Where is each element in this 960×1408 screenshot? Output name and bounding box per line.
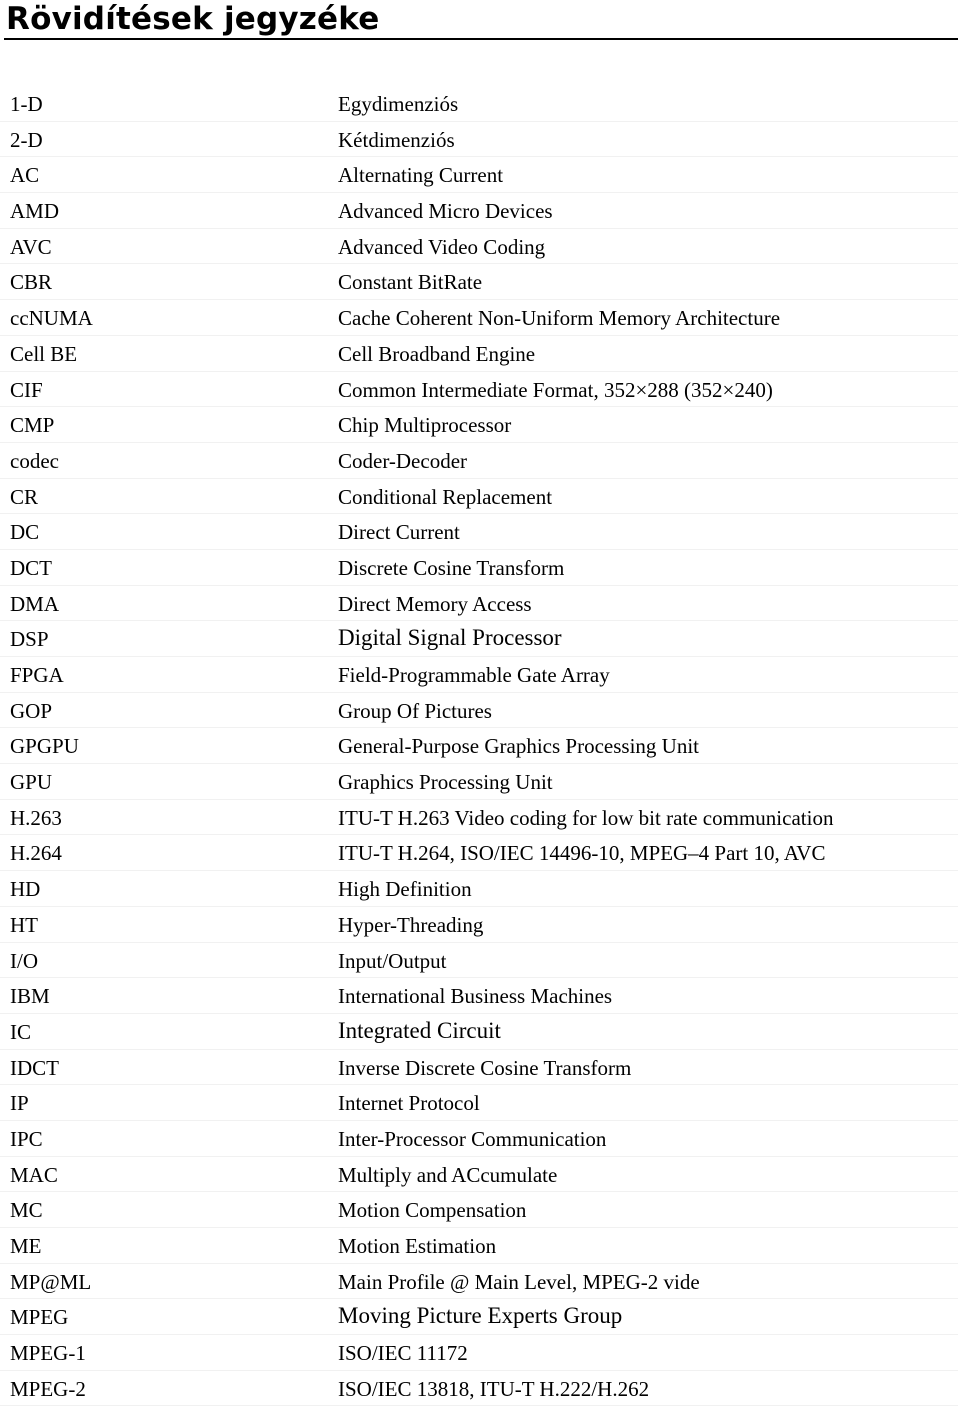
list-item: [0, 157, 958, 193]
list-item: [0, 1157, 958, 1193]
abbreviation: CR: [10, 484, 39, 509]
definition: Inverse Discrete Cosine Transform: [338, 1055, 632, 1080]
abbreviation: codec: [10, 448, 59, 473]
abbreviation: IPC: [10, 1126, 43, 1151]
definition: Internet Protocol: [338, 1091, 480, 1116]
list-item: [0, 978, 958, 1014]
list-item: [0, 1228, 958, 1264]
definition: Direct Current: [338, 520, 460, 545]
list-item: [0, 479, 958, 515]
abbreviation: FPGA: [10, 663, 64, 687]
definition: Kétdimenziós: [338, 127, 455, 152]
definition: ITU-T H.263 Video coding for low bit rate communication: [338, 805, 834, 830]
definition: Integrated Circuit: [338, 1017, 501, 1043]
definition: Main Profile @ Main Level, MPEG-2 vide: [338, 1269, 700, 1294]
list-item: [0, 621, 958, 657]
abbreviation: H.264: [10, 841, 62, 866]
list-item: [0, 193, 958, 229]
list-item: [0, 800, 958, 836]
abbreviation: GPU: [10, 770, 53, 795]
list-item: [0, 1085, 958, 1121]
abbreviation: IDCT: [10, 1055, 59, 1080]
list-item: [0, 122, 958, 158]
page-title: Rövidítések jegyzéke: [6, 1, 380, 37]
definition: ITU-T H.264, ISO/IEC 14496-10, MPEG–4 Part 10, AVC: [338, 841, 826, 866]
abbreviation: IBM: [10, 984, 50, 1009]
title-underline: [4, 38, 958, 40]
list-item: [0, 1335, 958, 1371]
list-item: [0, 1192, 958, 1228]
definition: Digital Signal Processor: [338, 625, 562, 651]
definition: General-Purpose Graphics Processing Unit: [338, 734, 699, 759]
list-item: [0, 1264, 958, 1300]
list-item: [0, 764, 958, 800]
abbreviation: DCT: [10, 555, 52, 580]
abbreviation: MAC: [10, 1162, 58, 1187]
abbreviation: MC: [10, 1198, 43, 1223]
list-item: [0, 407, 958, 443]
abbreviation: CMP: [10, 413, 55, 438]
definition: Input/Output: [338, 948, 447, 973]
list-item: [0, 300, 958, 336]
definition: Cell Broadband Engine: [338, 341, 536, 366]
list-item: [0, 1121, 958, 1157]
definition: Motion Compensation: [338, 1198, 527, 1223]
list-item: [0, 657, 958, 693]
list-item: [0, 1050, 958, 1086]
abbreviation: H.263: [10, 805, 62, 830]
list-item: [0, 1371, 958, 1407]
abbreviation: Cell BE: [10, 341, 78, 366]
abbreviation: AMD: [10, 199, 60, 224]
definition: Moving Picture Experts Group: [338, 1303, 623, 1329]
list-item: [0, 264, 958, 300]
definition: Coder-Decoder: [338, 448, 468, 473]
abbreviation: HT: [10, 912, 38, 937]
list-item: [0, 1014, 958, 1050]
abbreviation: HD: [10, 877, 41, 902]
list-item: [0, 943, 958, 979]
definition: Conditional Replacement: [338, 484, 553, 509]
abbreviation: CBR: [10, 270, 53, 295]
list-item: [0, 550, 958, 586]
definition: Constant BitRate: [338, 270, 483, 295]
abbreviation: GOP: [10, 698, 53, 723]
abbreviation: MP@ML: [10, 1269, 92, 1294]
abbreviation: GPGPU: [10, 734, 79, 759]
abbreviation: 1-D: [10, 92, 43, 116]
abbreviation-list: [0, 86, 958, 1406]
abbreviation: AC: [10, 163, 40, 188]
abbreviation: 2-D: [10, 127, 43, 152]
abbreviation: AVC: [10, 234, 52, 259]
abbreviation: MPEG-2: [10, 1376, 86, 1401]
abbreviation: DC: [10, 520, 40, 545]
definition: Discrete Cosine Transform: [338, 555, 565, 580]
definition: Field-Programmable Gate Array: [338, 663, 610, 687]
definition: Common Intermediate Format, 352×288 (352×240): [338, 377, 773, 402]
list-item: [0, 443, 958, 479]
list-item: [0, 728, 958, 764]
list-item: [0, 372, 958, 408]
definition: Graphics Processing Unit: [338, 770, 553, 795]
abbreviation: MPEG: [10, 1305, 69, 1330]
list-item: [0, 514, 958, 550]
definition: High Definition: [338, 877, 472, 902]
definition: Cache Coherent Non-Uniform Memory Architecture: [338, 306, 781, 331]
definition: Inter-Processor Communication: [338, 1126, 607, 1151]
definition: International Business Machines: [338, 984, 613, 1009]
abbreviation: ME: [10, 1234, 42, 1258]
definition: Alternating Current: [338, 163, 504, 188]
list-item: [0, 336, 958, 372]
definition: Advanced Video Coding: [338, 234, 546, 259]
abbreviation: IC: [10, 1019, 31, 1044]
list-item: [0, 871, 958, 907]
definition: ISO/IEC 13818, ITU-T H.222/H.262: [338, 1376, 650, 1401]
definition: Direct Memory Access: [338, 591, 532, 616]
list-item: [0, 693, 958, 729]
list-item: [0, 1299, 958, 1335]
definition: Multiply and ACcumulate: [338, 1162, 558, 1187]
list-item: [0, 907, 958, 943]
definition: ISO/IEC 11172: [338, 1341, 468, 1366]
list-item: [0, 229, 958, 265]
list-item: [0, 86, 958, 122]
definition: Chip Multiprocessor: [338, 413, 512, 438]
definition: Egydimenziós: [338, 92, 459, 116]
abbreviation: IP: [10, 1091, 29, 1116]
abbreviation: DSP: [10, 627, 49, 652]
abbreviation: MPEG-1: [10, 1341, 86, 1366]
definition: Advanced Micro Devices: [338, 199, 553, 224]
list-item: [0, 586, 958, 622]
definition: Motion Estimation: [338, 1234, 497, 1258]
abbreviation: DMA: [10, 591, 60, 616]
abbreviation: I/O: [10, 948, 38, 973]
abbreviation: CIF: [10, 377, 43, 402]
abbreviation: ccNUMA: [10, 306, 93, 331]
list-item: [0, 835, 958, 871]
definition: Hyper-Threading: [338, 912, 484, 937]
definition: Group Of Pictures: [338, 698, 492, 723]
